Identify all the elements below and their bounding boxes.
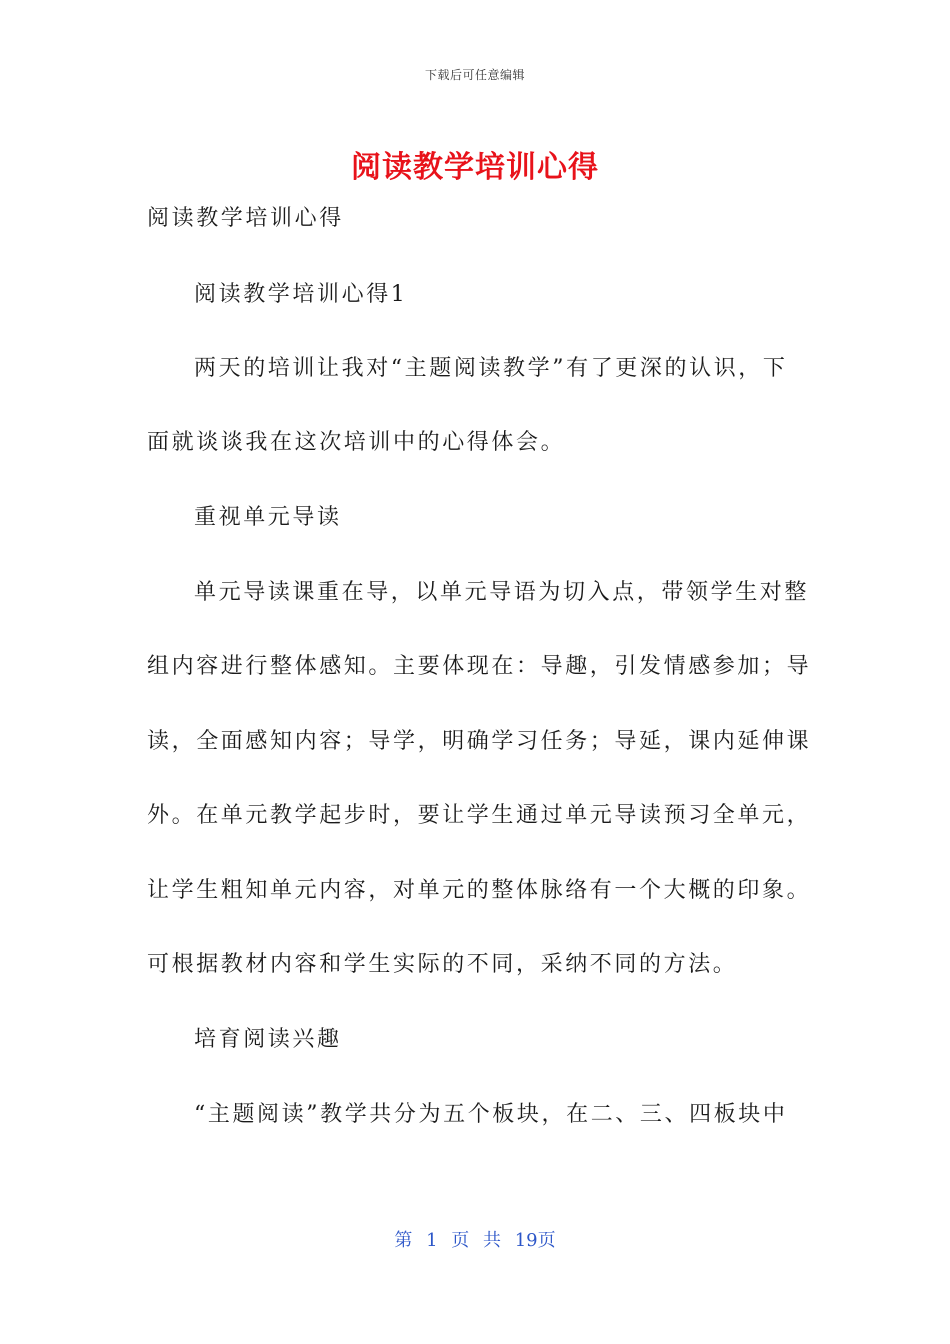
subtitle-line: 阅读教学培训心得 — [147, 206, 344, 231]
section-heading-2: 重视单元导读 — [194, 505, 342, 530]
paragraph-line: 外。在单元教学起步时，要让学生通过单元导读预习全单元， — [147, 803, 812, 828]
paragraph-line: “主题阅读”教学共分为五个板块，在二、三、四板块中 — [194, 1102, 788, 1127]
paragraph-line: 单元导读课重在导，以单元导语为切入点，带领学生对整 — [194, 580, 810, 605]
header-note: 下载后可任意编辑 — [424, 68, 525, 82]
paragraph-line: 两天的培训让我对“主题阅读教学”有了更深的认识，下 — [194, 356, 788, 381]
paragraph-line: 读，全面感知内容；导学，明确学习任务；导延，课内延伸课 — [147, 729, 812, 754]
section-heading-1: 阅读教学培训心得1 — [194, 282, 408, 307]
section-heading-3: 培育阅读兴趣 — [194, 1027, 342, 1052]
paragraph-line: 可根据教材内容和学生实际的不同，采纳不同的方法。 — [147, 952, 738, 977]
paragraph-line: 组内容进行整体感知。主要体现在：导趣，引发情感参加；导 — [147, 654, 812, 679]
paragraph-line: 让学生粗知单元内容，对单元的整体脉络有一个大概的印象。 — [147, 878, 812, 903]
paragraph-line: 面就谈谈我在这次培训中的心得体会。 — [147, 430, 566, 455]
page-footer: 第 1 页 共 19页 — [394, 1230, 556, 1251]
document-title: 阅读教学培训心得 — [351, 150, 599, 185]
